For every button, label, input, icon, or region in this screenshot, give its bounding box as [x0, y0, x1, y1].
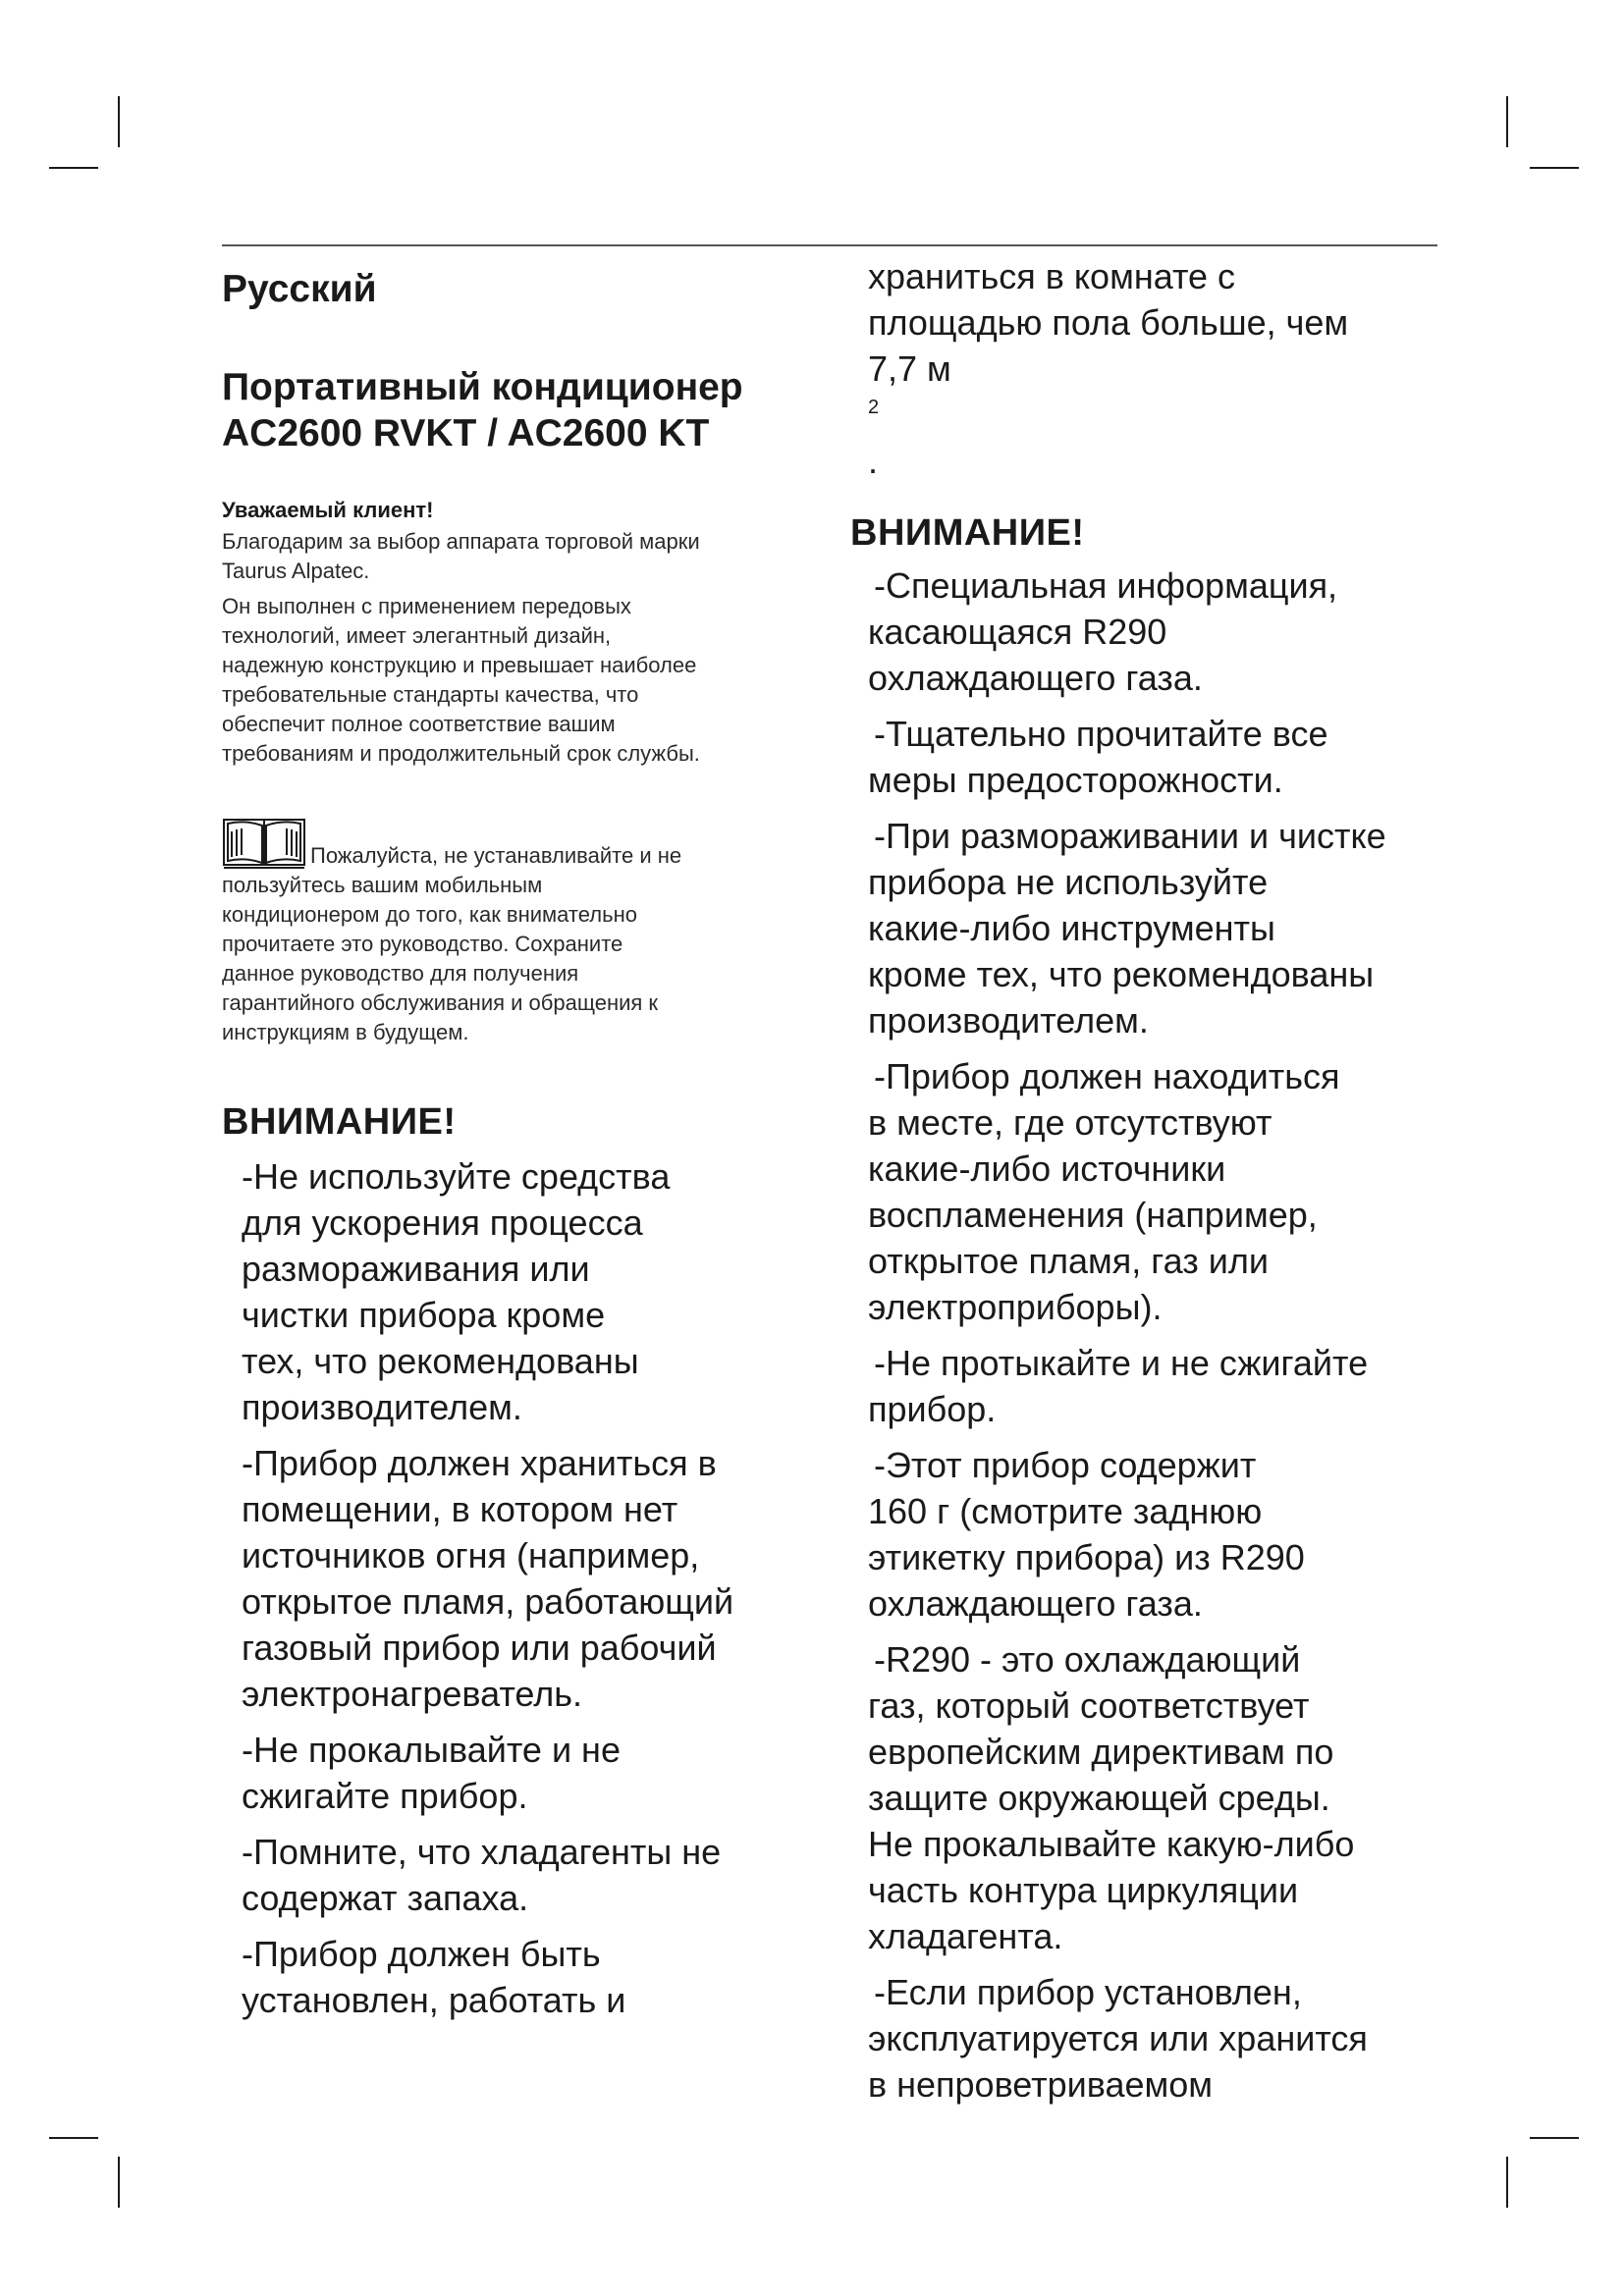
text-line: площадью пола больше, чем	[868, 302, 1349, 343]
text-line: газовый прибор или рабочий	[242, 1627, 717, 1668]
text-line: инструкциям в будущем.	[222, 1019, 469, 1044]
text-line: требованиям и продолжительный срок службы.	[222, 740, 700, 766]
title-line: Портативный кондиционер	[222, 365, 743, 408]
language-heading: Русский	[222, 268, 377, 310]
right-column	[850, 257, 1459, 2117]
crop-mark	[49, 2137, 98, 2139]
text-line: часть контура циркуляции	[868, 1870, 1299, 1910]
text-line: Taurus Alpatec.	[222, 558, 370, 583]
warning-item	[222, 1153, 821, 1430]
text-line: требовательные стандарты качества, что	[222, 681, 639, 707]
text-line: -Тщательно прочитайте все	[874, 714, 1328, 754]
text-line: какие-либо инструменты	[868, 908, 1275, 948]
warning-item	[850, 813, 1459, 1043]
text-line: в месте, где отсутствуют	[868, 1102, 1272, 1143]
text-line: охлаждающего газа.	[868, 658, 1203, 698]
text-line: установлен, работать и	[242, 1979, 626, 2020]
warning-item	[222, 1829, 821, 1921]
text-line: этикетку прибора) из R290	[868, 1537, 1305, 1577]
text-line: источников огня (например,	[242, 1534, 700, 1575]
text-line: Пожалуйста, не устанавливайте и не	[310, 842, 682, 868]
text-line: меры предосторожности.	[868, 760, 1283, 800]
text-line: помещении, в котором нет	[242, 1488, 678, 1529]
intro-paragraph	[222, 527, 821, 586]
text-line: прибор.	[868, 1389, 997, 1429]
text-line: храниться в комнате с	[868, 256, 1236, 296]
text-line: гарантийного обслуживания и обращения к	[222, 989, 659, 1015]
continued-text	[850, 253, 1459, 484]
product-title	[222, 364, 821, 456]
intro-paragraph-2	[222, 592, 821, 769]
text-line: защите окружающей среды.	[868, 1778, 1330, 1818]
text-line: сжигайте прибор.	[242, 1775, 528, 1816]
text-line: электроприборы).	[868, 1287, 1163, 1327]
crop-mark	[118, 2157, 120, 2208]
text-line: эксплуатируется или хранится	[868, 2018, 1368, 2058]
text-line: -Этот прибор содержит	[874, 1445, 1257, 1485]
open-book-icon	[222, 816, 306, 871]
text-line: прибора не используйте	[868, 862, 1269, 902]
text-line: -При размораживании и чистке	[874, 816, 1386, 856]
text-line: для ускорения процесса	[242, 1201, 643, 1243]
text-line: кроме тех, что рекомендованы	[868, 954, 1375, 994]
text-line: Не прокалывайте какую-либо	[868, 1824, 1355, 1864]
text-line	[868, 346, 1459, 484]
text-line: Благодарим за выбор аппарата торговой марки	[222, 528, 700, 554]
crop-mark	[118, 96, 120, 147]
text-line: открытое пламя, работающий	[242, 1580, 734, 1622]
crop-mark	[1506, 2157, 1508, 2208]
read-manual-notice	[222, 816, 821, 1047]
warning-item	[850, 562, 1459, 701]
crop-mark	[1530, 2137, 1579, 2139]
warning-item	[850, 1636, 1459, 1959]
text-line: пользуйтесь вашим мобильным	[222, 872, 543, 897]
area-value: 7,7 м	[868, 348, 951, 389]
superscript: 2	[868, 397, 880, 418]
greeting: Уважаемый клиент!	[222, 497, 434, 522]
crop-mark	[49, 167, 98, 169]
warning-heading: ВНИМАНИЕ!	[850, 512, 1085, 554]
warning-item	[222, 1440, 821, 1717]
text-line: касающаяся R290	[868, 612, 1167, 652]
text-line: содержат запаха.	[242, 1877, 529, 1918]
warning-item	[850, 711, 1459, 803]
period: .	[868, 441, 879, 481]
text-line: -Если прибор установлен,	[874, 1972, 1302, 2012]
text-line: -Не прокалывайте и не	[242, 1729, 621, 1770]
text-line: -Прибор должен быть	[242, 1933, 601, 1974]
text-line: -Помните, что хладагенты не	[242, 1831, 722, 1872]
text-line: в непроветриваемом	[868, 2064, 1214, 2105]
crop-mark	[1530, 167, 1579, 169]
text-line: надежную конструкцию и превышает наиболее	[222, 652, 697, 677]
warning-item	[850, 1053, 1459, 1330]
text-line: Он выполнен с применением передовых	[222, 593, 631, 618]
crop-mark	[1506, 96, 1508, 147]
text-line: чистки прибора кроме	[242, 1294, 606, 1335]
text-line: электронагреватель.	[242, 1673, 582, 1714]
text-line: -Не протыкайте и не сжигайте	[874, 1343, 1369, 1383]
text-line: кондиционером до того, как внимательно	[222, 901, 637, 927]
warning-heading: ВНИМАНИЕ!	[222, 1100, 457, 1143]
text-line: обеспечит полное соответствие вашим	[222, 711, 616, 736]
text-line: -Специальная информация,	[874, 565, 1338, 606]
title-line: AC2600 RVKT / AC2600 KT	[222, 411, 710, 454]
text-line: охлаждающего газа.	[868, 1583, 1203, 1624]
text-line: -Не используйте средства	[242, 1155, 671, 1197]
text-line: производителем.	[868, 1000, 1149, 1041]
text-line: технологий, имеет элегантный дизайн,	[222, 622, 612, 648]
text-line: данное руководство для получения	[222, 960, 579, 986]
warning-item	[850, 1969, 1459, 2108]
text-line: производителем.	[242, 1386, 522, 1427]
left-column	[222, 257, 821, 2033]
warning-item	[222, 1931, 821, 2023]
warning-item	[850, 1442, 1459, 1627]
text-line: -Прибор должен храниться в	[242, 1442, 717, 1483]
text-line: воспламенения (например,	[868, 1195, 1318, 1235]
text-line: европейским директивам по	[868, 1732, 1334, 1772]
warning-item	[222, 1727, 821, 1819]
text-line: какие-либо источники	[868, 1148, 1226, 1189]
text-line: газ, который соответствует	[868, 1685, 1310, 1726]
header-rule	[222, 244, 1437, 246]
text-line: хладагента.	[868, 1916, 1063, 1956]
text-line: размораживания или	[242, 1248, 590, 1289]
text-line: -R290 - это охлаждающий	[874, 1639, 1301, 1680]
text-line: тех, что рекомендованы	[242, 1340, 639, 1381]
text-line: -Прибор должен находиться	[874, 1056, 1340, 1096]
text-line: 160 г (смотрите заднюю	[868, 1491, 1263, 1531]
warning-item	[850, 1340, 1459, 1432]
text-line: прочитаете это руководство. Сохраните	[222, 931, 623, 956]
text-line: открытое пламя, газ или	[868, 1241, 1269, 1281]
